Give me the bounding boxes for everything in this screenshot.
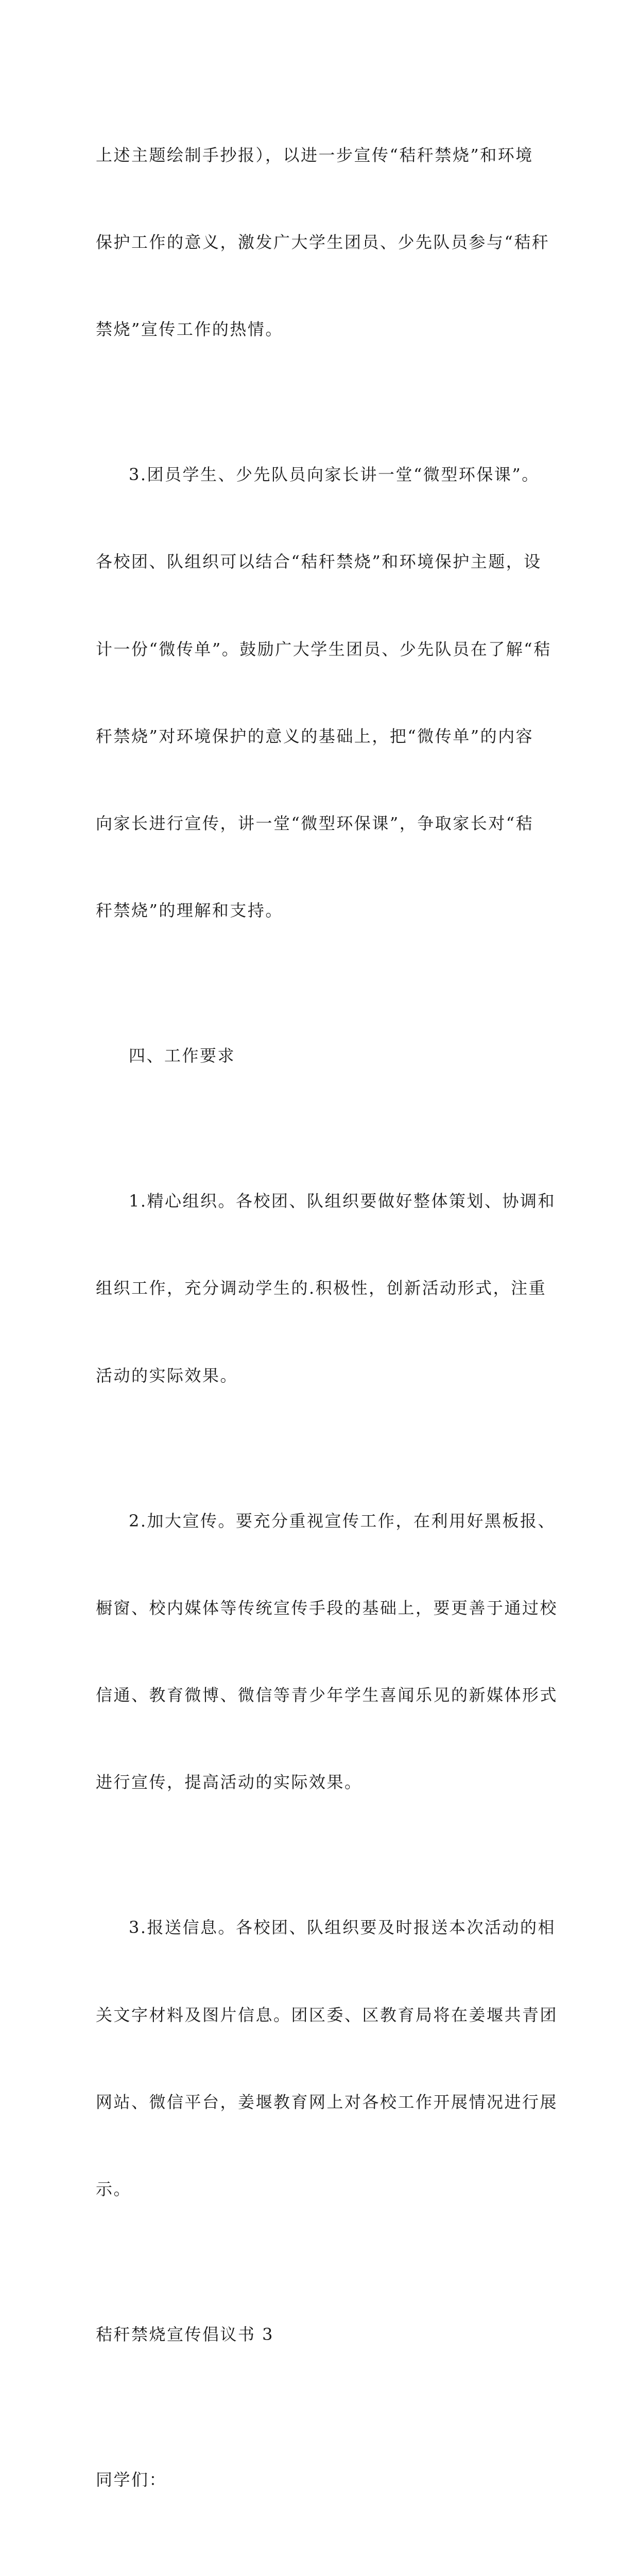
salutation-text: 同学们： <box>96 2469 167 2489</box>
paragraph-requirement-3 <box>96 1855 558 2262</box>
text-line: 秆禁烧”的理解和支持。 <box>96 901 283 921</box>
text-line: 关文字材料及图片信息。团区委、区教育局将在姜堰共青团 <box>96 2005 558 2025</box>
paragraph-opening <box>96 2552 544 2576</box>
section-heading <box>96 983 544 1128</box>
paragraph-requirement-2 <box>96 1448 558 1855</box>
text-line: 组织工作，充分调动学生的.积极性，创新活动形式，注重 <box>96 1278 547 1298</box>
text-line: 进行宣传，提高活动的实际效果。 <box>96 1772 362 1792</box>
text-line: 各校团、队组织可以结合“秸秆禁烧”和环境保护主题，设 <box>96 552 542 572</box>
text-line: 向家长进行宣传，讲一堂“微型环保课”，争取家长对“秸 <box>96 814 534 834</box>
text-line: 信通、教育微博、微信等青少年学生喜闻乐见的新媒体形式 <box>96 1685 558 1705</box>
text-line: 示。 <box>96 2179 132 2199</box>
document-title <box>96 2262 544 2407</box>
paragraph-item-3 <box>96 402 551 983</box>
text-line: 2.加大宣传。要充分重视宣传工作，在利用好黑板报、 <box>129 1511 556 1531</box>
text-line: 橱窗、校内媒体等传统宣传手段的基础上，要更善于通过校 <box>96 1598 558 1618</box>
paragraph-continuation <box>96 82 550 402</box>
text-line: 3.团员学生、少先队员向家长讲一堂“微型环保课”。 <box>129 465 540 485</box>
text-line: 3.报送信息。各校团、队组织要及时报送本次活动的相 <box>129 1918 556 1938</box>
salutation <box>96 2407 544 2552</box>
section-heading-text: 四、工作要求 <box>129 1046 236 1066</box>
text-line: 上述主题绘制手抄报），以进一步宣传“秸秆禁烧”和环境 <box>96 145 533 165</box>
text-line: 计一份“微传单”。鼓励广大学生团员、少先队员在了解“秸 <box>96 639 551 659</box>
document-body <box>96 82 558 2576</box>
text-line: 网站、微信平台，姜堰教育网上对各校工作开展情况进行展 <box>96 2092 558 2112</box>
text-line: 保护工作的意义，激发广大学生团员、少先队员参与“秸秆 <box>96 232 550 252</box>
paragraph-requirement-1 <box>96 1128 556 1448</box>
text-line: 活动的实际效果。 <box>96 1365 238 1385</box>
title-text: 秸秆禁烧宣传倡议书 3 <box>96 2324 274 2344</box>
text-line: 秆禁烧”对环境保护的意义的基础上，把“微传单”的内容 <box>96 726 534 746</box>
text-line: 1.精心组织。各校团、队组织要做好整体策划、协调和 <box>129 1191 556 1211</box>
text-line: 禁烧”宣传工作的热情。 <box>96 319 283 340</box>
